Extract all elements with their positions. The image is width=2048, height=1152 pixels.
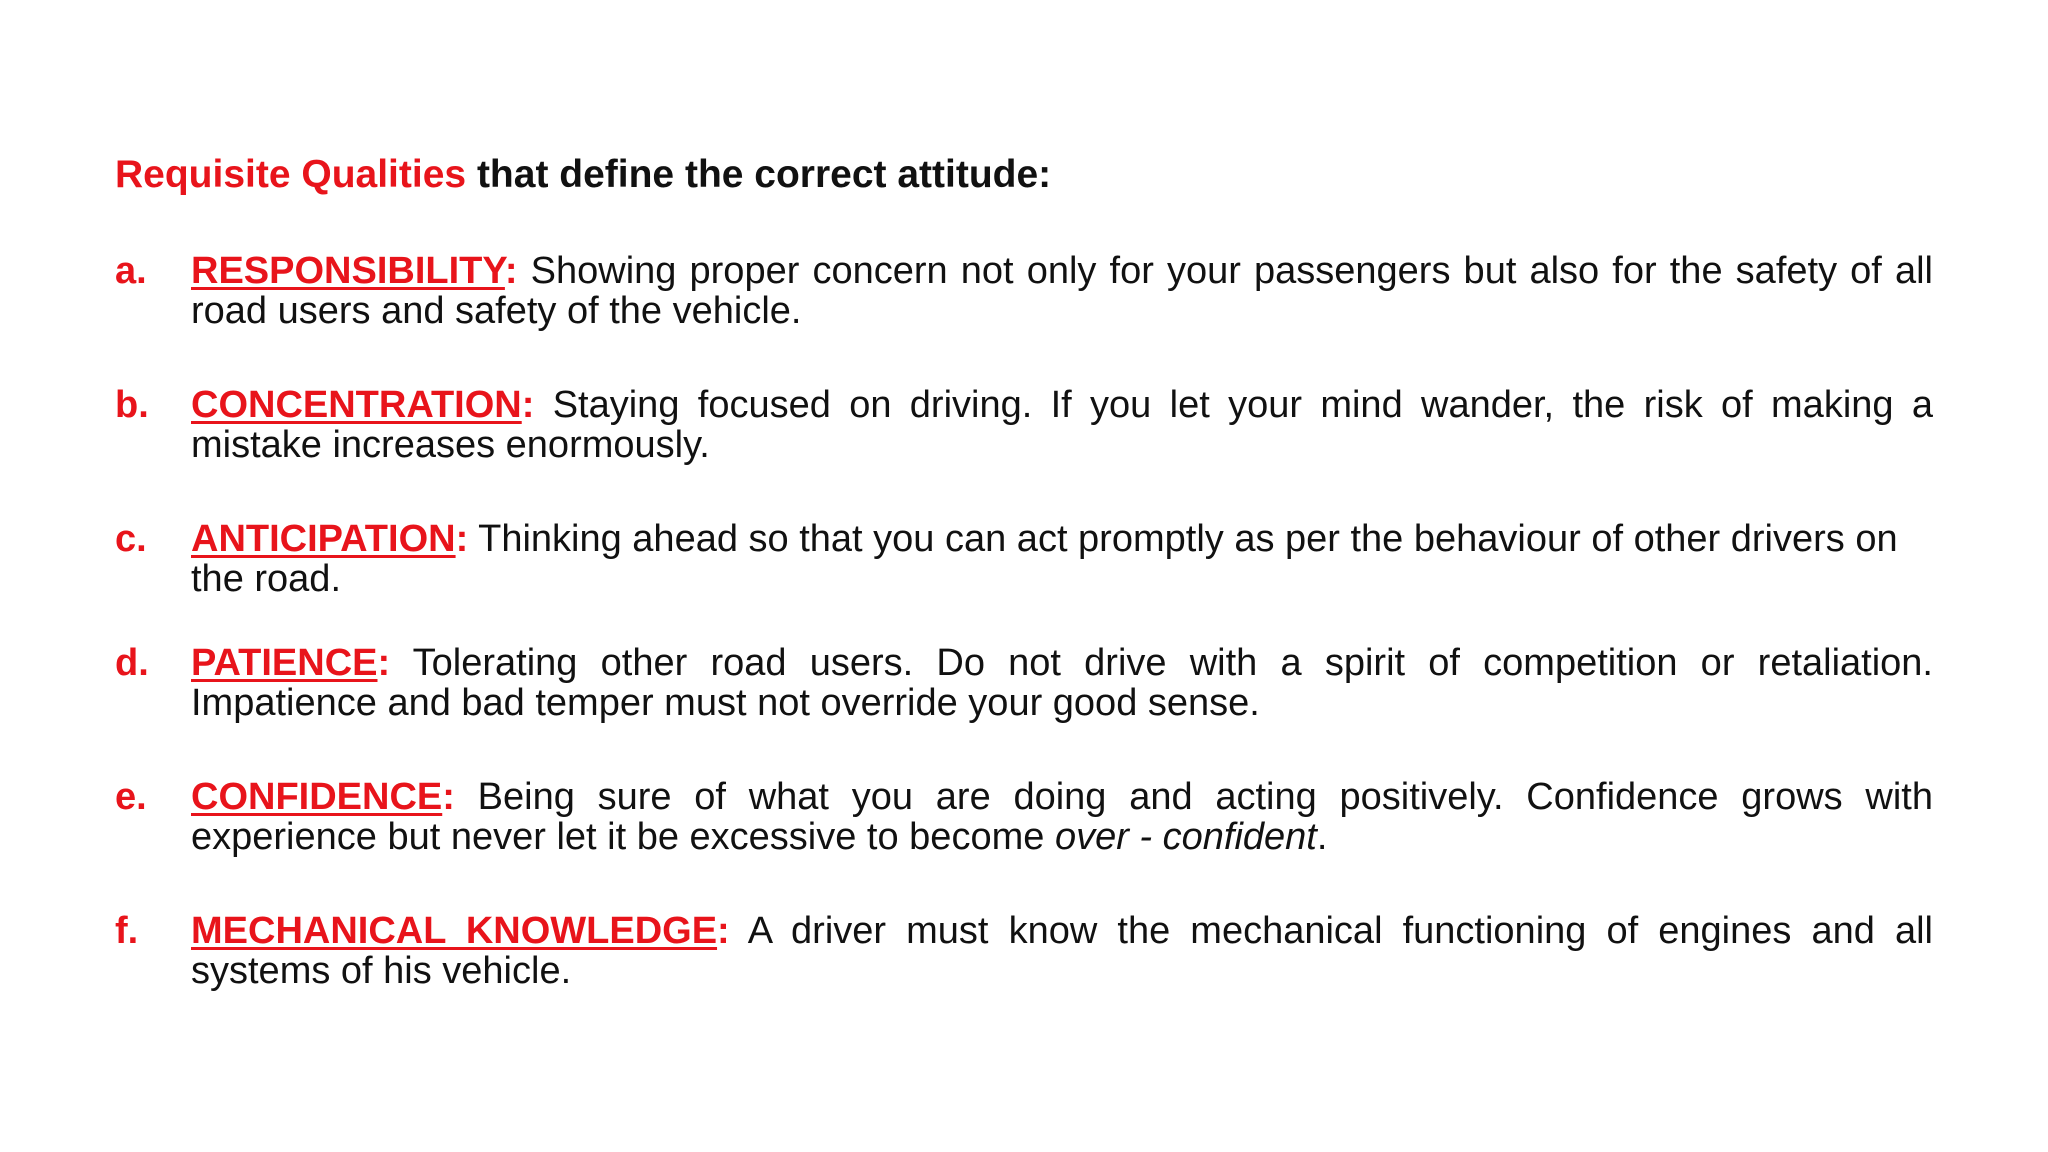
term-confidence: CONFIDENCE [191,776,443,818]
term-colon: : [717,910,730,952]
item-description: Thinking ahead so that you can act promptly as per the behaviour of other drivers on the road. [191,518,1898,600]
list-marker: e. [115,776,147,818]
item-description-end: . [1316,816,1328,858]
heading-rest: that define the correct attitude: [466,153,1052,196]
italic-emphasis: over - confident [1054,816,1317,858]
list-item-content [191,911,1933,991]
item-description: Staying focused on driving. If you let your mind wander, the risk of making a mistake increases enormously. [191,384,1933,466]
term-anticipation: ANTICIPATION [191,518,456,560]
term-mechanical-knowledge: MECHANICAL KNOWLEDGE [191,910,718,952]
item-description: A driver must know the mechanical functioning of engines and all systems of his vehicle. [191,910,1933,992]
item-description: Showing proper concern not only for your passengers but also for the safety of all road users and safety of the vehicle. [191,250,1933,332]
item-description: Tolerating other road users. Do not drive with a spirit of competition or retaliation. Impatience and bad temper must not override your good sense. [191,642,1933,724]
list-marker: d. [115,642,149,684]
list-item-content [191,643,1933,723]
heading-highlight: Requisite Qualities [115,153,467,196]
term-colon: : [521,384,535,426]
list-marker: a. [115,250,147,292]
list-marker: f. [115,910,139,952]
list-item-content [191,251,1933,331]
list-item-content [191,519,1933,599]
slide-heading [115,150,1051,200]
term-patience: PATIENCE [191,642,378,684]
list-marker: c. [115,518,147,560]
list-item-content [191,385,1933,465]
term-colon: : [442,776,455,818]
term-colon: : [377,642,391,684]
list-item-content [191,777,1933,857]
list-marker: b. [115,384,149,426]
term-responsibility: RESPONSIBILITY [191,250,505,292]
term-colon: : [455,518,469,560]
term-concentration: CONCENTRATION [191,384,522,426]
item-description: Being sure of what you are doing and acting positively. Confidence grows with experience but never let it be excessive to become [191,776,1933,858]
term-colon: : [504,250,518,292]
